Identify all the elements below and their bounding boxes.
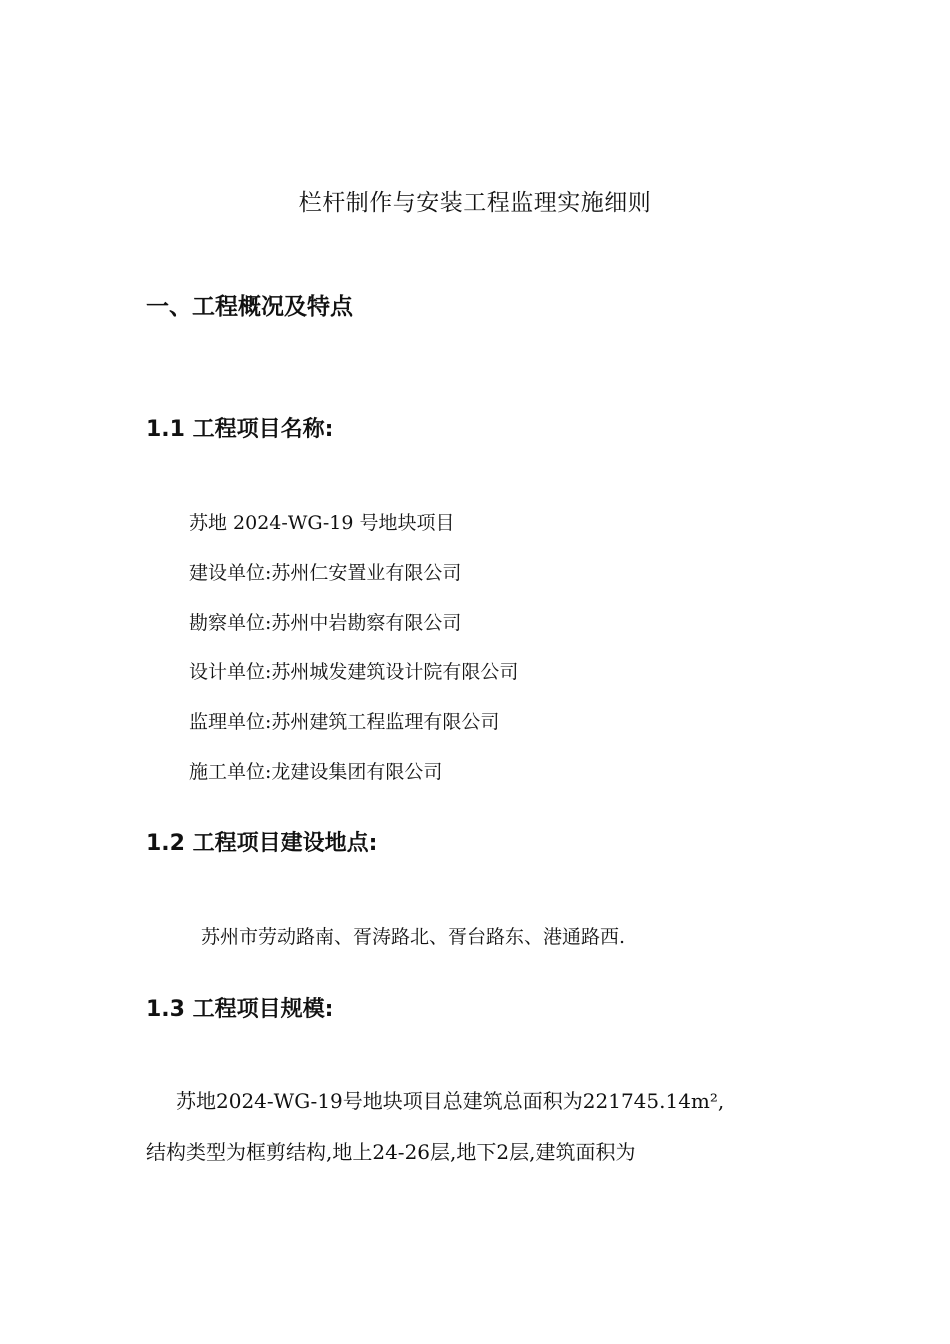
section-heading-overview: 一、工程概况及特点 [146, 294, 353, 320]
unit-line-design: 设计单位:苏州城发建筑设计院有限公司 [189, 661, 519, 683]
scale-paragraph-line-1: 苏地2024-WG-19号地块项目总建筑总面积为221745.14m², [176, 1089, 725, 1113]
section-heading-scale: 1.3 工程项目规模: [146, 997, 334, 1022]
project-name-text: 苏地 2024-WG-19 号地块项目 [189, 512, 455, 534]
unit-line-survey: 勘察单位:苏州中岩勘察有限公司 [189, 612, 462, 634]
section-heading-project-name: 1.1 工程项目名称: [146, 417, 334, 442]
unit-line-supervision: 监理单位:苏州建筑工程监理有限公司 [189, 711, 500, 733]
location-text: 苏州市劳动路南、胥涛路北、胥台路东、港通路西. [201, 926, 626, 948]
unit-line-construction: 建设单位:苏州仁安置业有限公司 [189, 562, 462, 584]
scale-paragraph-line-2: 结构类型为框剪结构,地上24-26层,地下2层,建筑面积为 [146, 1140, 636, 1164]
section-heading-location: 1.2 工程项目建设地点: [146, 831, 378, 856]
document-title: 栏杆制作与安装工程监理实施细则 [298, 190, 652, 216]
unit-line-contractor: 施工单位:龙建设集团有限公司 [189, 761, 443, 783]
